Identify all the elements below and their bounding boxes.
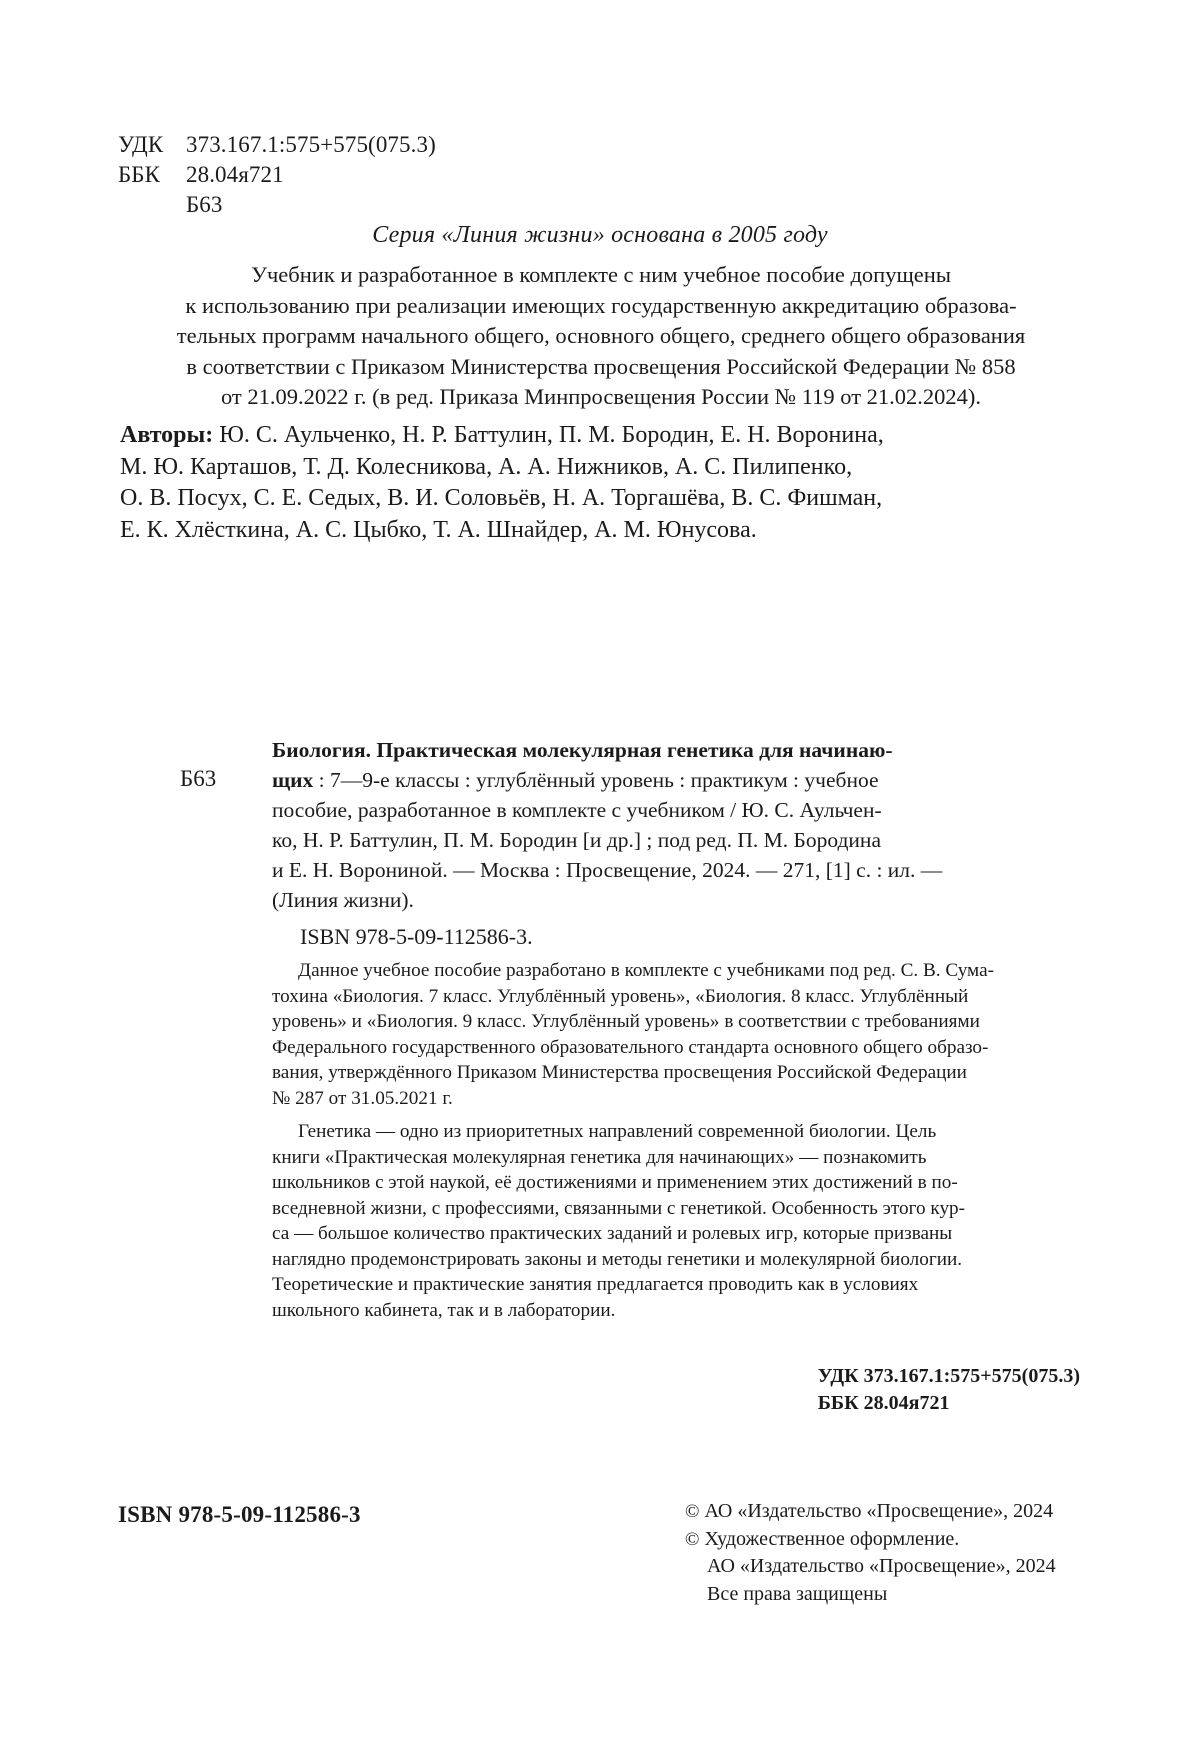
authors-block xyxy=(120,420,1080,546)
catalogue-card xyxy=(180,735,1010,1323)
authors-line: О. В. Посух, С. Е. Седых, В. И. Соловьёв, Н. А. Торгашёва, В. С. Фишман, xyxy=(120,485,883,511)
catalogue-card-isbn: ISBN 978-5-09-112586-3. xyxy=(300,924,533,949)
annotation-paragraph-1 xyxy=(272,958,1010,1111)
annotation-line: уровень» и «Биология. 9 класс. Углублённый уровень» в соответствии с требованиями xyxy=(272,1011,980,1032)
annotation-line: Федерального государственного образовательного стандарта основного общего образо- xyxy=(272,1036,989,1058)
footer-bbk: ББК 28.04я721 xyxy=(817,1392,950,1414)
annotation-line: школьников с этой наукой, её достижениями и применением этих достижений в по- xyxy=(272,1172,958,1193)
authors-line: Е. К. Хлёсткина, А. С. Цыбко, Т. А. Шнайдер, А. М. Юнусова. xyxy=(120,516,757,543)
isbn-bottom: ISBN 978-5-09-112586-3 xyxy=(118,1502,361,1527)
catalogue-card-title-tail: щих xyxy=(272,768,314,792)
copyright-line: АО «Издательство «Просвещение», 2024 xyxy=(707,1555,1056,1577)
copyright-icon: © xyxy=(685,1501,700,1522)
annotation-paragraph-2 xyxy=(272,1119,1010,1323)
catalogue-card-description-line: и Е. Н. Ворониной. — Москва : Просвещение, 2024. — 271, [1] с. : ил. — xyxy=(272,858,943,882)
catalogue-card-body xyxy=(272,735,1010,915)
catalogue-card-title-line: Биология. Практическая молекулярная генетика для начинаю- xyxy=(272,738,893,762)
annotation-line: Теоретические и практические занятия предлагается проводить как в условиях xyxy=(272,1274,919,1295)
catalogue-card-description-line xyxy=(272,765,1010,795)
approval-line: тельных программ начального общего, основного общего, среднего общего образования xyxy=(176,323,1026,348)
catalogue-card-description-line: ко, Н. Р. Баттулин, П. М. Бородин [и др.] ; под ред. П. М. Бородина xyxy=(272,828,881,852)
annotation-line: книги «Практическая молекулярная генетика для начинающих» — познакомить xyxy=(272,1146,927,1168)
copyright-text: АО «Издательство «Просвещение», 2024 xyxy=(699,1500,1054,1522)
approval-line: к использованию при реализации имеющих государственную аккредитацию образова- xyxy=(185,292,1017,318)
annotation-line: вседневной жизни, с профессиями, связанными с генетикой. Особенность этого кур- xyxy=(272,1197,966,1219)
authors-line: М. Ю. Карташов, Т. Д. Колесникова, А. А. Нижников, А. С. Пилипенко, xyxy=(120,453,853,480)
authors-line xyxy=(120,420,1080,452)
annotation-line: вания, утверждённого Приказом Министерства просвещения Российской Федерации xyxy=(272,1062,967,1083)
footer-udc: УДК 373.167.1:575+575(075.3) xyxy=(817,1365,1080,1387)
catalogue-card-description-line: (Линия жизни). xyxy=(272,888,414,912)
authors-label: Авторы: xyxy=(120,422,214,448)
copyright-icon: © xyxy=(685,1528,700,1550)
copyright-line: Все права защищены xyxy=(707,1582,888,1605)
annotation-line: школьного кабинета, так и в лаборатории. xyxy=(272,1299,616,1321)
classification-value-bbk: 28.04я721 xyxy=(186,162,284,187)
annotation-line: наглядно продемонстрировать законы и методы генетики и молекулярной биологии. xyxy=(272,1248,963,1270)
copyright-block xyxy=(685,1498,1056,1608)
copyright-line xyxy=(685,1526,1056,1554)
classification-row-bbk xyxy=(118,160,436,190)
classification-block xyxy=(118,130,436,220)
classification-row-index xyxy=(118,190,436,220)
annotation-line: Генетика — одно из приоритетных направлений современной биологии. Цель xyxy=(298,1121,937,1142)
classification-value-index: Б63 xyxy=(186,192,223,217)
classification-value-udc: 373.167.1:575+575(075.3) xyxy=(186,132,436,157)
annotation-line: № 287 от 31.05.2021 г. xyxy=(272,1087,453,1109)
authors-names: Ю. С. Аульченко, Н. Р. Баттулин, П. М. Бородин, Е. Н. Воронина, xyxy=(213,422,884,448)
series-note: Серия «Линия жизни» основана в 2005 году xyxy=(372,222,828,248)
classification-row-udc xyxy=(118,130,436,160)
catalogue-card-description-line: пособие, разработанное в комплекте с учебником / Ю. С. Аульчен- xyxy=(272,798,882,822)
copyright-text: Художественное оформление. xyxy=(699,1527,960,1550)
catalogue-card-index: Б63 xyxy=(180,766,217,791)
annotation-line: Данное учебное пособие разработано в комплекте с учебниками под ред. С. В. Сума- xyxy=(298,960,994,981)
catalogue-card-description-head: : 7—9-е классы : углублённый уровень : практикум : учебное xyxy=(313,768,879,792)
footer-classification xyxy=(818,1363,1080,1417)
annotation-line: тохина «Биология. 7 класс. Углублённый уровень», «Биология. 8 класс. Углублённый xyxy=(272,985,969,1007)
approval-line: Учебник и разработанное в комплекте с ним учебное пособие допущены xyxy=(251,262,951,287)
classification-key-udc: УДК xyxy=(118,132,164,157)
copyright-line xyxy=(685,1498,1056,1526)
classification-key-bbk: ББК xyxy=(118,162,161,187)
approval-line: от 21.09.2022 г. (в ред. Приказа Минпросвещения России № 119 от 21.02.2024). xyxy=(220,384,982,409)
approval-line: в соответствии с Приказом Министерства просвещения Российской Федерации № 858 xyxy=(186,353,1016,379)
approval-statement xyxy=(130,260,1072,413)
annotation-line: са — большое количество практических заданий и ролевых игр, которые призваны xyxy=(272,1223,953,1244)
